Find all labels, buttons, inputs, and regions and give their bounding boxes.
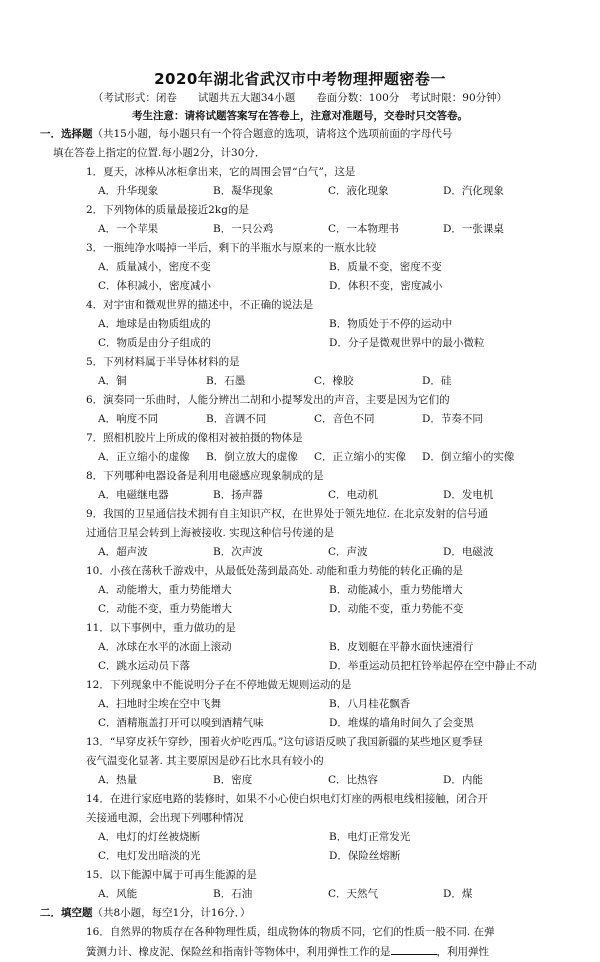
- question-stem: 9．我国的卫星通信技术拥有自主知识产权，在世界处于领先地位. 在北京发射的信号通: [86, 508, 488, 520]
- question-stem: 1．夏天，冰棒从冰柜拿出来，它的周围会冒“白气”，这是: [86, 166, 356, 178]
- options-row: [40, 486, 560, 505]
- option-choice[interactable]: D．倒立缩小的实像: [422, 451, 515, 463]
- option-choice[interactable]: A．电磁继电器: [98, 489, 169, 501]
- question-stem: 12．下列现象中不能说明分子在不停地做无规则运动的是: [86, 679, 352, 691]
- option-choice[interactable]: B．密度: [213, 774, 253, 786]
- question-stem: 11．以下事例中，重力做功的是: [86, 622, 236, 634]
- option-choice[interactable]: B．皮划艇在平静水面快速滑行: [329, 641, 474, 653]
- section-1-desc: （共15小题，每小题只有一个符合题意的选项，请将这个选项前面的字母代号: [92, 128, 453, 140]
- option-choice[interactable]: A．扫地时尘埃在空中飞舞: [98, 698, 222, 710]
- q16-stem-cont: [40, 942, 560, 962]
- question-stem: 3．一瓶纯净水喝掉一半后，剩下的半瓶水与原来的一瓶水比较: [86, 242, 377, 254]
- option-choice[interactable]: D．汽化现象: [443, 185, 504, 197]
- option-choice[interactable]: B．八月桂花飘香: [329, 698, 411, 710]
- question-stem-cont: 关接通电源，会出现下列哪种情况: [86, 812, 244, 824]
- option-choice[interactable]: D．举重运动员把杠铃举起停在空中静止不动: [329, 660, 537, 672]
- option-choice[interactable]: A．热量: [98, 774, 138, 786]
- q16-stem: 16．自然界的物质存在各种物理性质，组成物体的物质不同，它们的性质一般不同. 在弹: [86, 926, 495, 938]
- options-row: [40, 372, 560, 391]
- question-stem: 4．对宇宙和微观世界的描述中，不正确的说法是: [86, 299, 314, 311]
- question-list: [40, 163, 560, 904]
- option-choice[interactable]: C．物质是由分子组成的: [98, 337, 212, 349]
- options-row: [40, 258, 560, 277]
- option-choice[interactable]: C．酒精瓶盖打开可以嗅到酒精气味: [98, 717, 264, 729]
- option-choice[interactable]: A．地球是由物质组成的: [98, 318, 211, 330]
- option-choice[interactable]: D．体积不变，密度减小: [329, 280, 443, 292]
- question-stem: 13．“早穿皮袄午穿纱，围着火炉吃西瓜。”这句谚语反映了我国新疆的某些地区夏季昼: [86, 736, 483, 748]
- option-choice[interactable]: C．正立缩小的实像: [314, 451, 407, 463]
- option-choice[interactable]: D．电磁波: [443, 546, 494, 558]
- option-choice[interactable]: C．跳水运动员下落: [98, 660, 191, 672]
- option-choice[interactable]: B．次声波: [213, 546, 263, 558]
- options-row: [40, 182, 560, 201]
- option-choice[interactable]: A．冰球在水平的冰面上滚动: [98, 641, 232, 653]
- option-choice[interactable]: C．音色不同: [314, 413, 375, 425]
- question-stem: 14．在进行家庭电路的装修时，如果不小心使白炽电灯灯座的两根电线相接触，闭合开: [86, 793, 488, 805]
- options-row: [40, 581, 560, 600]
- section-1-desc-cont: 填在答卷上指定的位置.每小题2分，计30分．: [53, 147, 266, 159]
- option-choice[interactable]: A．质量减小，密度不变: [98, 261, 211, 273]
- options-row: [40, 410, 560, 429]
- options-row: [40, 657, 560, 676]
- options-row: [40, 277, 560, 296]
- option-choice[interactable]: B．石墨: [206, 375, 246, 387]
- question-stem: 7．照相机胶片上所成的像相对被拍摄的物体是: [86, 432, 303, 444]
- option-choice[interactable]: C．天然气: [328, 888, 379, 900]
- option-choice[interactable]: C．声波: [328, 546, 368, 558]
- section-2-header: [40, 904, 560, 923]
- option-choice[interactable]: C．液化现象: [328, 185, 389, 197]
- option-choice[interactable]: A．超声波: [98, 546, 148, 558]
- options-row: [40, 220, 560, 239]
- options-row: [40, 543, 560, 562]
- section-2-heading: 二．填空题: [40, 907, 93, 919]
- option-choice[interactable]: C．一本物理书: [328, 223, 400, 235]
- option-choice[interactable]: D．保险丝熔断: [329, 850, 401, 862]
- option-choice[interactable]: D．分子是微观世界中的最小微粒: [329, 337, 485, 349]
- option-choice[interactable]: A．铜: [98, 375, 127, 387]
- option-choice[interactable]: B．石油: [213, 888, 253, 900]
- page-title: 2020年湖北省武汉市中考物理押题密卷一: [154, 70, 446, 88]
- option-choice[interactable]: D．堆煤的墙角时间久了会变黑: [329, 717, 474, 729]
- option-choice[interactable]: A．电灯的灯丝被烧断: [98, 831, 201, 843]
- option-choice[interactable]: D．节奏不同: [422, 413, 483, 425]
- option-choice[interactable]: B．扬声器: [213, 489, 263, 501]
- question-stem: 15．以下能源中属于可再生能源的是: [86, 869, 257, 881]
- option-choice[interactable]: D．发电机: [443, 489, 494, 501]
- options-row: [40, 638, 560, 657]
- exam-body: [40, 125, 560, 962]
- option-choice[interactable]: B．凝华现象: [213, 185, 274, 197]
- options-row: [40, 600, 560, 619]
- option-choice[interactable]: B．物质处于不停的运动中: [329, 318, 453, 330]
- options-row: [40, 315, 560, 334]
- q16-answer-blank[interactable]: [391, 942, 437, 955]
- question-stem-cont: 夜气温变化显著. 其主要原因是砂石比水具有较小的: [86, 755, 324, 767]
- option-choice[interactable]: A．一个苹果: [98, 223, 159, 235]
- option-choice[interactable]: D．动能不变，重力势能不变: [329, 603, 464, 615]
- question-stem-cont: 过通信卫星会转到上海被接收. 实现这种信号传递的是: [86, 527, 335, 539]
- q16-text: 簧测力计、橡皮泥、保险丝和指南针等物体中，利用弹性工作的是: [86, 946, 391, 958]
- question-stem: 8．下列哪种电器设备是利用电磁感应现象制成的是: [86, 470, 324, 482]
- options-row: [40, 695, 560, 714]
- option-choice[interactable]: D．内能: [443, 774, 483, 786]
- option-choice[interactable]: A．正立缩小的虚像: [98, 451, 190, 463]
- option-choice[interactable]: D．一张课桌: [443, 223, 504, 235]
- question-stem: 5．下列材料属于半导体材料的是: [86, 356, 240, 368]
- option-choice[interactable]: A．升华现象: [98, 185, 159, 197]
- option-choice[interactable]: A．风能: [98, 888, 138, 900]
- options-row: [40, 714, 560, 733]
- question-stem: 2．下列物体的质量最接近2kg的是: [86, 204, 249, 216]
- exam-info: （考试形式：闭卷 试题共五大题34小题 卷面分数：100分 考试时限：90分钟）: [92, 92, 508, 104]
- option-choice[interactable]: A．动能增大，重力势能增大: [98, 584, 232, 596]
- question-stem: 6．演奏同一乐曲时，人能分辨出二胡和小提琴发出的声音，主要是因为它们的: [86, 394, 450, 406]
- option-choice[interactable]: B．质量不变，密度不变: [329, 261, 442, 273]
- option-choice[interactable]: D．煤: [443, 888, 473, 900]
- option-choice[interactable]: C．体积减小，密度减小: [98, 280, 212, 292]
- options-row: [40, 828, 560, 847]
- option-choice[interactable]: B．电灯正常发光: [329, 831, 411, 843]
- option-choice[interactable]: A．响度不同: [98, 413, 159, 425]
- option-choice[interactable]: C．电动机: [328, 489, 379, 501]
- option-choice[interactable]: B．音调不同: [206, 413, 267, 425]
- option-choice[interactable]: B．动能减小，重力势能增大: [329, 584, 463, 596]
- option-choice[interactable]: B．倒立放大的虚像: [206, 451, 298, 463]
- option-choice[interactable]: B．一只公鸡: [213, 223, 274, 235]
- section-1-header: [40, 125, 560, 144]
- options-row: [40, 771, 560, 790]
- section-2-desc: （共8小题，每空1分，计16分．）: [92, 907, 251, 919]
- section-1-heading: 一．选择题: [40, 128, 93, 140]
- options-row: [40, 885, 560, 904]
- q16-text-end: ，利用弹性: [436, 946, 489, 958]
- option-choice[interactable]: C．动能不变，重力势能增大: [98, 603, 233, 615]
- question-stem: 10．小孩在荡秋千游戏中，从最低处荡到最高处. 动能和重力势能的转化正确的是: [86, 565, 464, 577]
- options-row: [40, 448, 560, 467]
- option-choice[interactable]: C．比热容: [328, 774, 379, 786]
- option-choice[interactable]: C．电灯发出暗淡的光: [98, 850, 201, 862]
- option-choice[interactable]: D．硅: [422, 375, 452, 387]
- options-row: [40, 334, 560, 353]
- exam-notice: 考生注意：请将试题答案写在答卷上，注意对准题号，交卷时只交答卷。: [132, 110, 468, 122]
- option-choice[interactable]: C．橡胶: [314, 375, 354, 387]
